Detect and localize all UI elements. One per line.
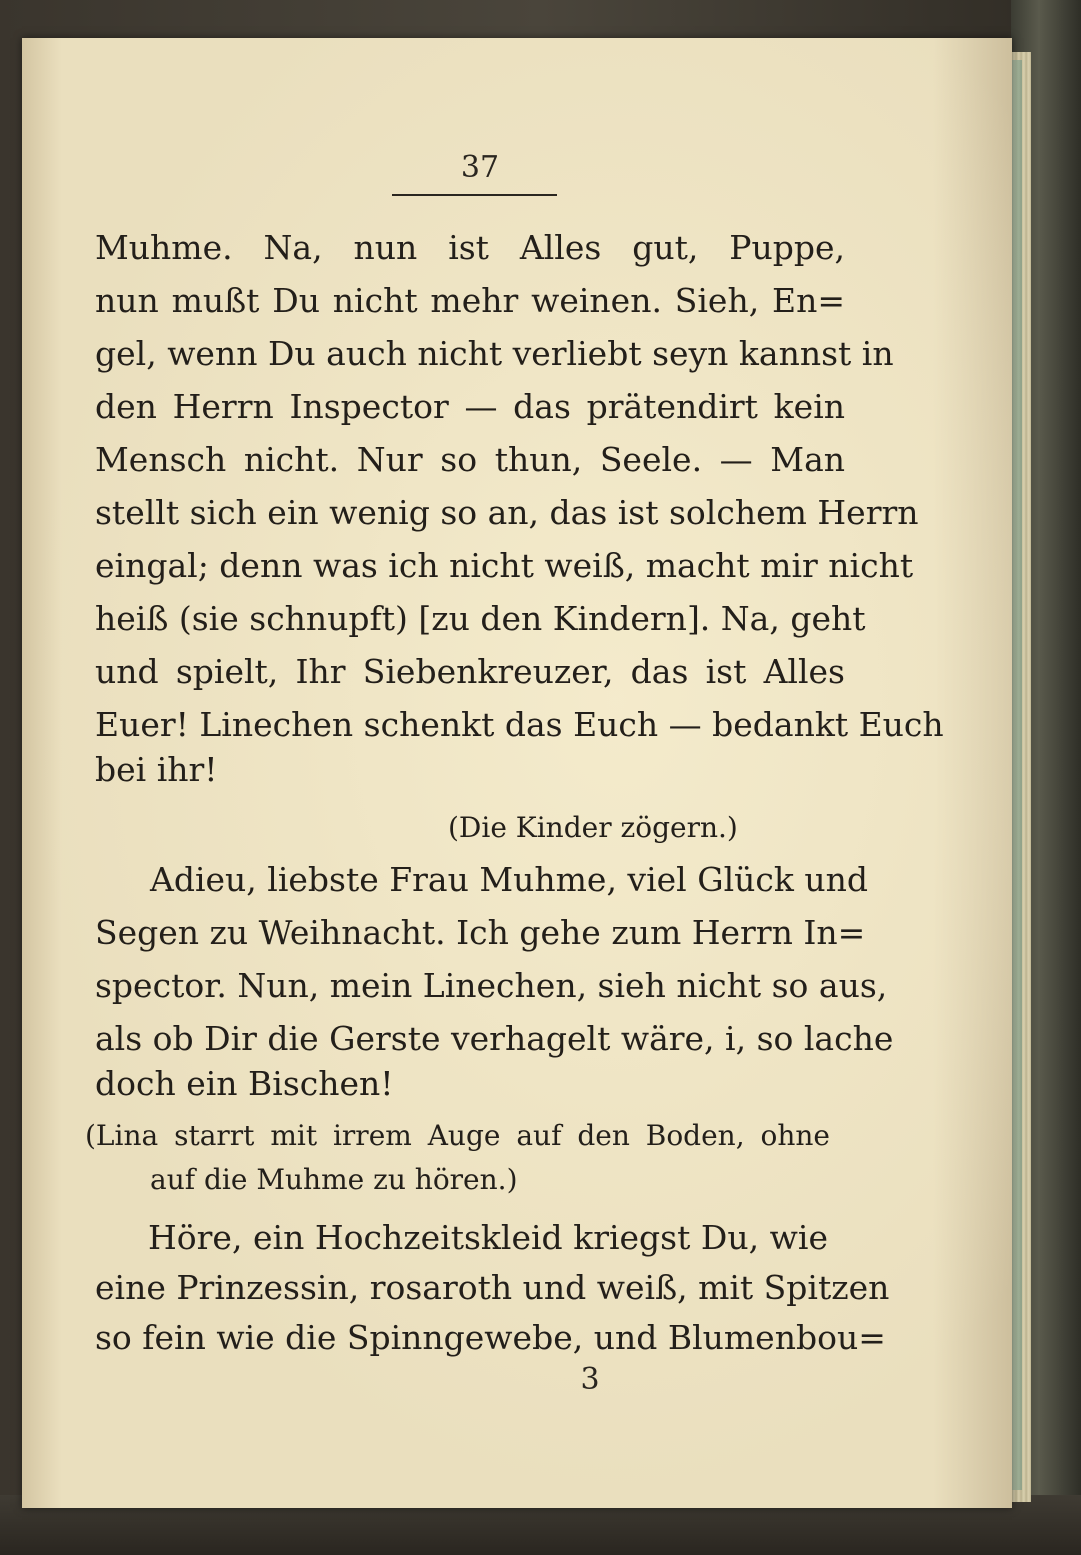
text-line: als ob Dir die Gerste verhagelt wäre, i, so lache (95, 1019, 894, 1058)
text-line: eingal; denn was ich nicht weiß, macht mir nicht (95, 546, 914, 585)
stage-direction: auf die Muhme zu hören.) (150, 1163, 518, 1196)
text-line: spector. Nun, mein Linechen, sieh nicht so aus, (95, 966, 888, 1005)
text-line: so fein wie die Spinngewebe, und Blumenbou= (95, 1318, 886, 1357)
text-line: den Herrn Inspector — das prätendirt kein (95, 387, 845, 426)
text-line: stellt sich ein wenig so an, das ist solchem Herrn (95, 493, 919, 532)
text-line: Muhme. Na, nun ist Alles gut, Puppe, (95, 228, 845, 267)
text-line: Mensch nicht. Nur so thun, Seele. — Man (95, 440, 845, 479)
text-line: doch ein Bischen! (95, 1064, 394, 1103)
text-line: bei ihr! (95, 750, 218, 789)
text-line: und spielt, Ihr Siebenkreuzer, das ist Alles (95, 652, 845, 691)
text-line: Höre, ein Hochzeitskleid kriegst Du, wie (148, 1218, 828, 1257)
text-line: heiß (sie schnupft) [zu den Kindern]. Na, geht (95, 599, 866, 638)
text-line: Segen zu Weihnacht. Ich gehe zum Herrn In= (95, 913, 866, 952)
text-line: Adieu, liebste Frau Muhme, viel Glück und (150, 860, 868, 899)
text-line: Euer! Linechen schenkt das Euch — bedankt Euch (95, 705, 944, 744)
page-number: 37 (460, 150, 500, 185)
stage-direction: (Die Kinder zögern.) (448, 811, 738, 844)
signature-mark: 3 (580, 1362, 600, 1397)
stage-direction: (Lina starrt mit irrem Auge auf den Boden, ohne (85, 1119, 830, 1152)
text-line: gel, wenn Du auch nicht verliebt seyn kannst in (95, 334, 894, 373)
text-line: eine Prinzessin, rosaroth und weiß, mit Spitzen (95, 1268, 890, 1307)
text-line: nun mußt Du nicht mehr weinen. Sieh, En= (95, 281, 845, 320)
